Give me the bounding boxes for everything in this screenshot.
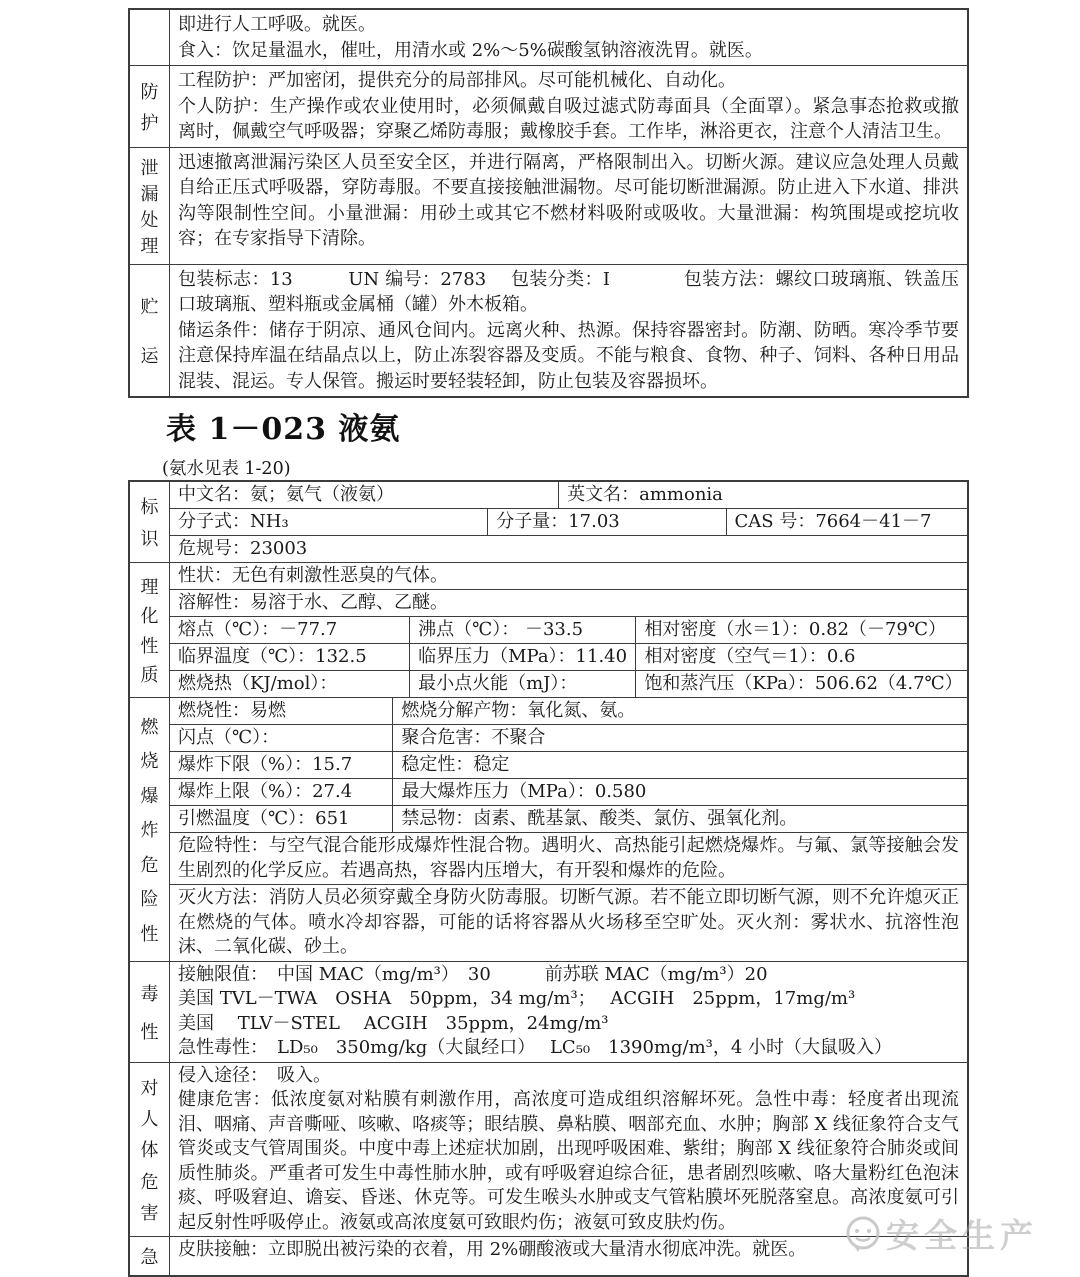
- table-row: [170, 833, 967, 885]
- first-aid-section: [130, 1237, 967, 1275]
- paragraph: 美国 TVL－TWA OSHA 50ppm，34 mg/m³； ACGIH 25ppm，17mg/m³: [178, 988, 856, 1009]
- table-row: [170, 752, 967, 779]
- combustion-heat-cell: 燃烧热（KJ/mol）：: [178, 673, 338, 694]
- paragraph: 迅速撤离泄漏污染区人员至安全区，并进行隔离，严格限制出入。切断火源。建议应急处理人员戴自给正压式呼吸器，穿防毒服。不要直接接触泄漏物。尽可能切断泄漏源。防止进入下水道、排洪沟等限制性空间。小量泄漏：用砂土或其它不燃材料吸附或吸收。大量泄漏：构筑围堤或挖坑收容；在专家指导下清除。: [178, 151, 959, 249]
- table-row: [170, 617, 967, 644]
- paragraph: 健康危害：低浓度氨对粘膜有刺激作用，高浓度可造成组织溶解坏死。急性中毒：轻度者出现流泪、咽痛、声音嘶哑、咳嗽、咯痰等；眼结膜、鼻粘膜、咽部充血、水肿；胸部 X 线征象符合支气管炎或支气管周围炎。中度中毒上述症状加剧，出现呼吸困难、紫绀；胸部 X 线征象符合肺炎或间质性肺炎。严重者可发生中毒性肺水肿，或有呼吸窘迫综合征，患者剧烈咳嗽、咯大量粉红色泡沫痰、呼吸窘迫、谵妄、昏迷、休克等。可发生喉头水肿或支气管粘膜坏死脱落窒息。高浓度氨可引起反射性呼吸停止。液氨或高浓度氨可致眼灼伤；液氨可致皮肤灼伤。: [178, 1089, 959, 1233]
- min-ignition-energy-cell: 最小点火能（mJ）：: [409, 671, 635, 697]
- table-row: [170, 536, 967, 562]
- table-row: [170, 962, 967, 1062]
- section-label-physicochemical: 理 化 性 质: [130, 563, 170, 697]
- english-name-cell: 英文名：ammonia: [558, 482, 967, 508]
- paragraph: 即进行人工呼吸。就医。: [178, 14, 376, 35]
- table-row: [170, 1237, 967, 1263]
- section-label-human-harm: 对 人 体 危 害: [130, 1063, 170, 1237]
- table-row: [170, 725, 967, 752]
- msds-continuation-table: [128, 8, 969, 398]
- melting-point-cell: 熔点（℃）：－77.7: [178, 619, 338, 640]
- flash-point-cell: 闪点（℃）：: [178, 727, 280, 748]
- section-label-first-aid: 急: [130, 1237, 170, 1275]
- section-content: [170, 10, 967, 65]
- ignition-temperature-cell: 引燃温度（℃）：651: [178, 808, 350, 829]
- table-row: [170, 779, 967, 806]
- section-content: [170, 265, 967, 397]
- polymerization-hazard-cell: 聚合危害：不聚合: [392, 725, 967, 751]
- table-row: [170, 509, 967, 536]
- table-row: [170, 885, 967, 961]
- flammability-cell: 燃烧性：易燃: [178, 700, 286, 721]
- section-label-empty: [130, 10, 170, 65]
- table-row: [170, 806, 967, 833]
- section-label-fire-explosion: 燃 烧 爆 炸 危 险 性: [130, 698, 170, 961]
- table-title: 表 1－023 液氨: [166, 412, 401, 447]
- first-aid-continued-section: [130, 10, 967, 66]
- relative-density-air-cell: 相对密度（空气＝1）：0.6: [635, 644, 967, 670]
- table-row: [170, 671, 967, 697]
- leak-handling-section: [130, 148, 967, 265]
- paragraph: 美国 TLV－STEL ACGIH 35ppm，24mg/m³: [178, 1012, 609, 1034]
- critical-temperature-cell: 临界温度（℃）：132.5: [178, 646, 367, 667]
- paragraph: 食入：饮足量温水，催吐，用清水或 2%～5%碳酸氢钠溶液洗胃。就医。: [178, 39, 763, 61]
- paragraph: 急性毒性： LD₅₀ 350mg/kg（大鼠经口） LC₅₀ 1390mg/m³，4 小时（大鼠吸入）: [178, 1037, 893, 1058]
- paragraph: 储运条件：储存于阴凉、通风仓间内。远离火种、热源。保持容器密封。防潮、防晒。寒冷季节要注意保持库温在结晶点以上，防止冻裂容器及变质。不能与粮食、食物、种子、饲料、各种日用品混装、混运。专人保管。搬运时要轻装轻卸，防止包装及容器损坏。: [178, 319, 959, 392]
- appearance-cell: 性状：无色有刺激性恶臭的气体。: [178, 565, 448, 586]
- section-content: [170, 148, 967, 254]
- table-row: [170, 1063, 967, 1237]
- lower-explosion-limit-cell: 爆炸下限（%）：15.7: [178, 754, 353, 775]
- toxicity-cell: [170, 962, 967, 1062]
- stability-cell: 稳定性：稳定: [392, 752, 967, 778]
- paragraph: 包装标志：13 UN 编号：2783 包装分类：Ⅰ 包装方法：螺纹口玻璃瓶、铁盖压口玻璃瓶、塑料瓶或金属桶（罐）外木板箱。: [178, 268, 959, 315]
- physicochemical-section: [130, 563, 967, 698]
- human-harm-section: [130, 1063, 967, 1238]
- toxicity-section: [130, 962, 967, 1063]
- protection-section: [130, 66, 967, 148]
- fire-explosion-section: [130, 698, 967, 962]
- paragraph: 接触限值： 中国 MAC（mg/m³） 30 前苏联 MAC（mg/m³）20: [178, 963, 768, 985]
- critical-pressure-cell: 临界压力（MPa）：11.40: [409, 644, 635, 670]
- max-explosion-pressure-cell: 最大爆炸压力（MPa）：0.580: [392, 779, 967, 805]
- table-row: [170, 482, 967, 509]
- msds-main-table: [128, 480, 969, 1277]
- section-label-leak-handling: 泄 漏 处 理: [130, 148, 170, 264]
- combustion-products-cell: 燃烧分解产物：氧化氮、氨。: [392, 698, 967, 724]
- molecular-formula-cell: 分子式：NH₃: [178, 511, 289, 532]
- section-label-storage-transport: 贮 运: [130, 265, 170, 397]
- paragraph: 工程防护：严加密闭，提供充分的局部排风。尽可能机械化、自动化。: [178, 70, 736, 91]
- section-label-protection: 防 护: [130, 66, 170, 147]
- relative-density-water-cell: 相对密度（水＝1）：0.82（－79℃）: [635, 617, 967, 643]
- fire-fighting-cell: [170, 885, 967, 961]
- table-row: [170, 563, 967, 590]
- incompatibilities-cell: 禁忌物：卤素、酰基氯、酸类、氯仿、强氧化剂。: [392, 806, 967, 832]
- section-label-identification: 标 识: [130, 482, 170, 562]
- hazard-code-cell: 危规号：23003: [178, 538, 308, 559]
- section-content: [170, 66, 967, 147]
- table-row: [170, 644, 967, 671]
- boiling-point-cell: 沸点（℃）： －33.5: [409, 617, 635, 643]
- solubility-cell: 溶解性：易溶于水、乙醇、乙醚。: [178, 592, 448, 613]
- cas-number-cell: CAS 号：7664－41－7: [726, 509, 968, 535]
- watermark-text: 安全生产: [886, 1216, 1038, 1255]
- chinese-name-cell: 中文名：氨；氨气（液氨）: [178, 484, 394, 505]
- hazard-characteristics-cell: [170, 833, 967, 884]
- section-label-toxicity: 毒 性: [130, 962, 170, 1062]
- storage-transport-section: [130, 265, 967, 397]
- paragraph: 侵入途径： 吸入。: [178, 1064, 331, 1086]
- upper-explosion-limit-cell: 爆炸上限（%）：27.4: [178, 781, 353, 802]
- human-harm-cell: [170, 1063, 967, 1237]
- paragraph: 危险特性：与空气混合能形成爆炸性混合物。遇明火、高热能引起燃烧爆炸。与氟、氯等接触会发生剧烈的化学反应。若遇高热，容器内压增大，有开裂和爆炸的危险。: [178, 835, 959, 881]
- table-subtitle: (氨水见表 1-20): [162, 459, 291, 479]
- paragraph: 灭火方法：消防人员必须穿戴全身防火防毒服。切断气源。若不能立即切断气源，则不允许熄灭正在燃烧的气体。喷水冷却容器，可能的话将容器从火场移至空旷处。灭火剂：雾状水、抗溶性泡沫、二氧化碳、砂土。: [178, 887, 959, 957]
- molecular-weight-cell: 分子量：17.03: [487, 509, 725, 535]
- paragraph: 个人防护：生产操作或农业使用时，必须佩戴自吸过滤式防毒面具（全面罩）。紧急事态抢救或撤离时，佩戴空气呼吸器；穿聚乙烯防毒服；戴橡胶手套。工作毕，淋浴更衣，注意个人清洁卫生。: [178, 95, 959, 142]
- table-row: [170, 698, 967, 725]
- saturated-vapor-pressure-cell: 饱和蒸汽压（KPa）：506.62（4.7℃）: [635, 671, 967, 697]
- identification-section: [130, 482, 967, 563]
- skin-contact-cell: 皮肤接触：立即脱出被污染的衣着，用 2%硼酸液或大量清水彻底冲洗。就医。: [178, 1239, 807, 1260]
- table-row: [170, 590, 967, 617]
